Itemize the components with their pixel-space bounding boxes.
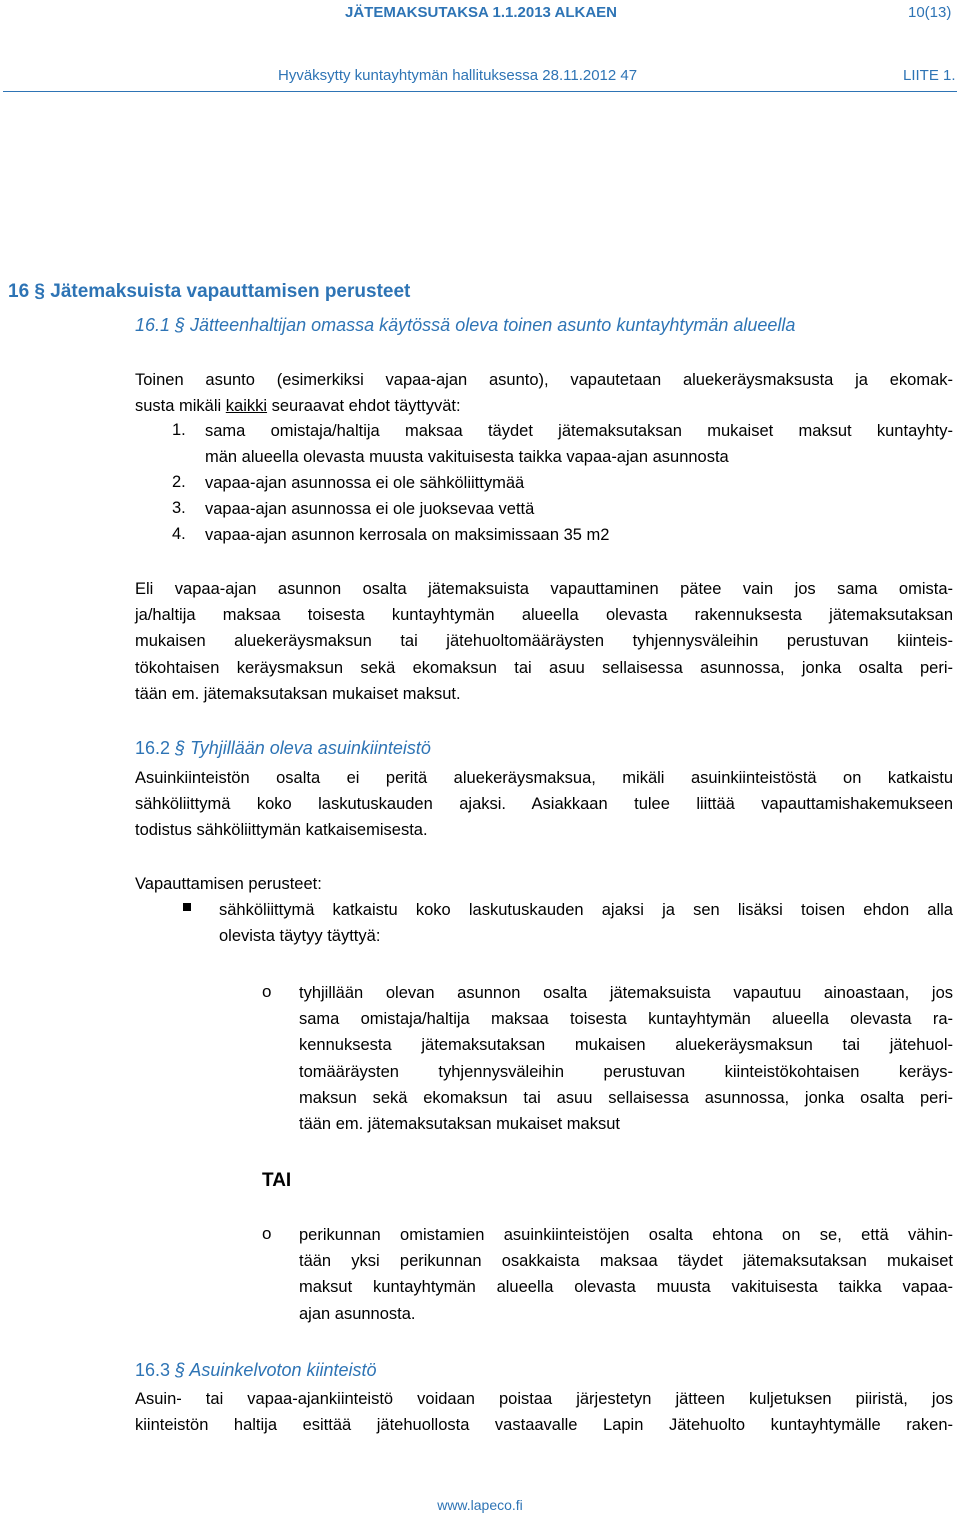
appendix-label: LIITE 1. bbox=[903, 67, 956, 84]
page-number: 10(13) bbox=[908, 4, 952, 21]
section-16-3-heading: 16.3 § Asuinkelvoton kiinteistö bbox=[135, 1360, 377, 1380]
grounds-label: Vapauttamisen perusteet: bbox=[135, 875, 322, 893]
square-bullet-icon bbox=[183, 903, 191, 911]
footer-website-link[interactable]: www.lapeco.fi bbox=[437, 1497, 523, 1513]
grounds-bullet: sähköliittymä katkaistu koko laskutuskauden ajaksi ja sen lisäksi toisen ehdon alla olevista täytyy täyttyä: bbox=[219, 901, 953, 946]
section-16-1-heading: 16.1 § Jätteenhaltijan omassa käytössä oleva toinen asunto kuntayhtymän alueella bbox=[135, 315, 796, 335]
section-16-2-heading: 16.2 § Tyhjillään oleva asuinkiinteistö bbox=[135, 738, 431, 758]
or-label: TAI bbox=[262, 1170, 292, 1191]
condition-4: vapaa-ajan asunnon kerrosala on maksimissaan 35 m2 bbox=[205, 526, 610, 544]
condition-1: sama omistaja/haltija maksaa täydet jätemaksutaksan mukaiset maksut kuntayhty- män alueella olevasta muusta vakituisesta taikka vapaa-ajan asunnosta bbox=[205, 422, 953, 467]
document-title: JÄTEMAKSUTAKSA 1.1.2013 ALKAEN bbox=[345, 4, 617, 21]
condition-2: vapaa-ajan asunnossa ei ole sähköliittymää bbox=[205, 474, 525, 492]
emphasis-all: kaikki bbox=[225, 397, 268, 416]
circle-bullet-icon: o bbox=[262, 1224, 272, 1243]
section-16-2-text: Asuinkiinteistön osalta ei peritä aluekeräysmaksua, mikäli asuinkiinteistöstä on katkaistu sähköliittymä koko laskutuskauden ajaksi. Asiakkaan tulee liittää vapauttamishakemukseen todistus sähköliittymän katkaisemisesta. bbox=[135, 769, 953, 840]
condition-number: 1. bbox=[172, 421, 186, 439]
section-16-1-intro bbox=[135, 367, 953, 419]
condition-number: 4. bbox=[172, 525, 186, 543]
section-16-1-explanation: Eli vapaa-ajan asunnon osalta jätemaksuista vapauttaminen pätee vain jos sama omista- ja/haltija maksaa toisesta kuntayhtymän alueella olevasta rakennuksesta jätemaksutaksan mukaisen aluekeräysmaksun tai jätehuoltomääräysten tyhjennysväleihin perustuvan kiinteis- tökohtaisen keräysmaksun sekä ekomaksun tai asuu sellaisessa asunnossa, jonka osalta peri- tään em. jätemaksutaksan mukaiset maksut. bbox=[135, 580, 953, 703]
section-16-heading: 16 § Jätemaksuista vapauttamisen perusteet bbox=[8, 281, 411, 302]
approval-note: Hyväksytty kuntayhtymän hallituksessa 28.11.2012 47 bbox=[278, 67, 638, 84]
intro-line: Toinen asunto (esimerkiksi vapaa-ajan asunto), vapautetaan aluekeräysmaksusta ja ekomak- bbox=[135, 371, 953, 389]
section-16-3-text: Asuin- tai vapaa-ajankiinteistö voidaan poistaa järjestetyn jätteen kuljetuksen piiristä, jos kiinteistön haltija esittää jätehuollosta vastaavalle Lapin Jätehuolto kuntayhtymälle raken- bbox=[135, 1390, 953, 1435]
sub-condition-2: perikunnan omistamien asuinkiinteistöjen osalta ehtona on se, että vähin- tään yksi perikunnan osakkaista maksaa täydet jätemaksutaksan mukaiset maksut kuntayhtymän alueella olevasta muusta vakituisesta taikka vapaa- ajan asunnosta. bbox=[299, 1226, 953, 1323]
header-divider bbox=[3, 91, 957, 92]
condition-3: vapaa-ajan asunnossa ei ole juoksevaa vettä bbox=[205, 500, 535, 518]
sub-condition-1: tyhjillään olevan asunnon osalta jätemaksuista vapautuu ainoastaan, jos sama omistaja/haltija maksaa toisesta kuntayhtymän alueella olevasta ra- kennuksesta jätemaksutaksan mukaisen aluekeräysmaksun tai jätehuol- tomääräysten tyhjennysväleihin perustuvan kiinteistökohtaisen keräys- maksun sekä ekomaksun tai asuu sellaisessa asunnossa, jonka osalta peri- tään em. jätemaksutaksan mukaiset maksut bbox=[299, 984, 953, 1133]
condition-number: 3. bbox=[172, 499, 186, 517]
circle-bullet-icon: o bbox=[262, 982, 272, 1001]
intro-line: susta mikäli kaikki seuraavat ehdot täyttyvät: bbox=[135, 397, 461, 416]
condition-number: 2. bbox=[172, 473, 186, 491]
